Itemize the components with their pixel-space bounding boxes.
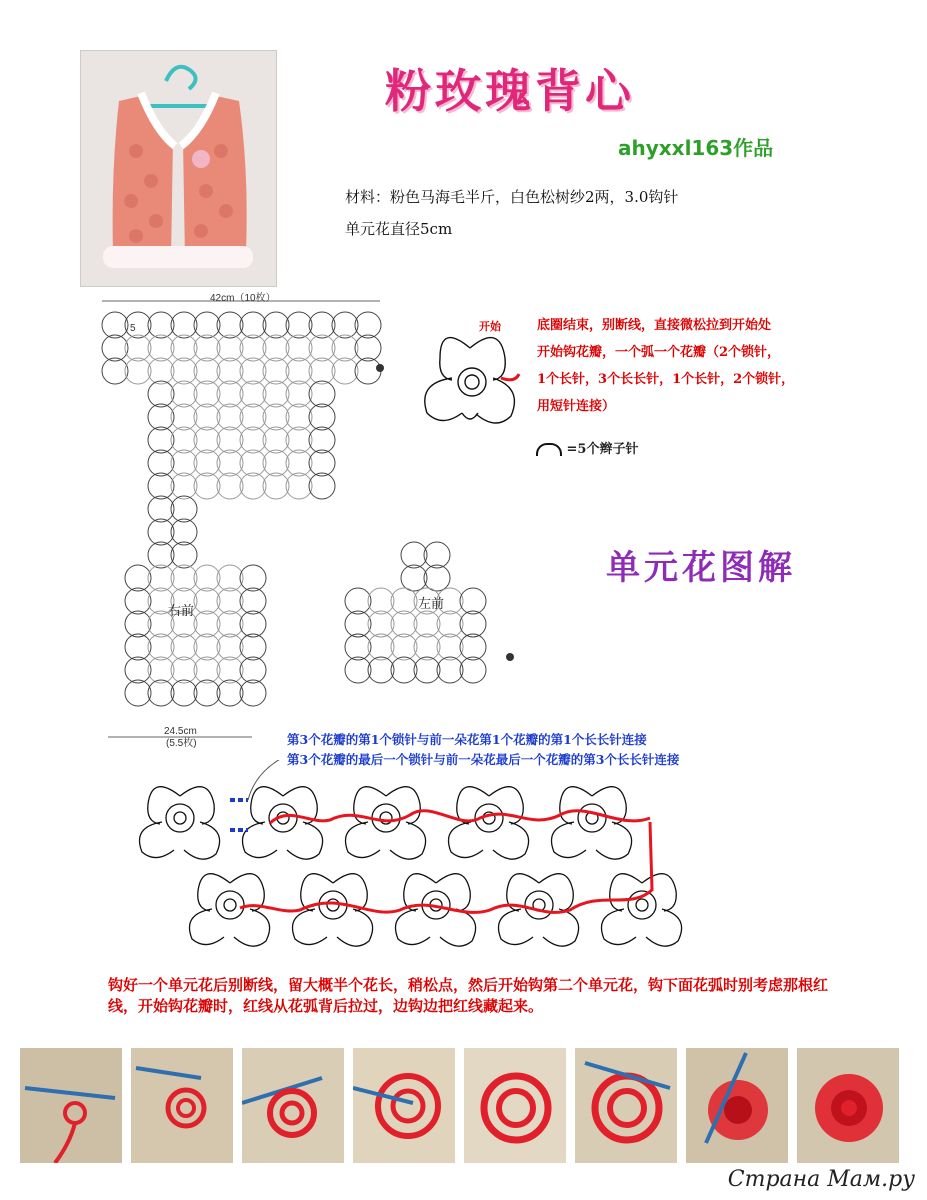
motif-circle [194, 312, 220, 338]
unit-diameter-text: 单元花直径5cm [345, 220, 453, 238]
author-credit: ahyxxl163作品 [618, 136, 774, 160]
motif-circle [217, 657, 243, 683]
step-photo-7 [686, 1048, 788, 1163]
motif-circle [240, 657, 266, 683]
motif-circle [263, 450, 289, 476]
motif-circle [286, 312, 312, 338]
motif-circle [345, 611, 371, 637]
motif-circle [194, 427, 220, 453]
motif-circle [240, 335, 266, 361]
motif-circle [414, 657, 440, 683]
motif-circle [148, 634, 174, 660]
step-photo-1 [20, 1048, 122, 1163]
motif-circle [286, 335, 312, 361]
motif-circle [309, 404, 335, 430]
motif-circle [194, 611, 220, 637]
motif-circle [125, 611, 151, 637]
motif-circle [194, 588, 220, 614]
motif-circle [263, 404, 289, 430]
motif-circle [460, 588, 486, 614]
motif-circle [355, 358, 381, 384]
bottom-instructions: 钩好一个单元花后别断线，留大概半个花长，稍松点，然后开始钩第二个单元花，钩下面花弧时别考虑那根红线，开始钩花瓣时，红线从花弧背后拉过，边钩边把红线藏起来。 [108, 976, 829, 1015]
motif-circle [125, 565, 151, 591]
motif-circle [194, 381, 220, 407]
motif-circle [240, 611, 266, 637]
motif-circle [217, 381, 243, 407]
flower-motif [293, 874, 373, 946]
flower-motif [602, 874, 682, 946]
side-mark-label: 5 [130, 323, 136, 334]
step-photo-3 [242, 1048, 344, 1163]
flower-center [174, 812, 186, 824]
motif-circle [171, 404, 197, 430]
right-front-label: 右前 [168, 604, 195, 619]
motif-circle [148, 496, 174, 522]
motif-circle [194, 680, 220, 706]
materials-text: 材料：粉色马海毛半斤，白色松树纱2两，3.0钩针 [345, 188, 679, 206]
flower-ring [166, 804, 194, 832]
vest-photo [80, 50, 277, 287]
joining-note: 第3个花瓣的第1个锁针与前一朵花第1个花瓣的第1个长长针连接 [287, 732, 647, 747]
motif-circle [391, 611, 417, 637]
motif-circle [148, 427, 174, 453]
flower-ring [216, 891, 244, 919]
motif-circle [309, 381, 335, 407]
motif-circle [391, 634, 417, 660]
motif-circle [424, 542, 450, 568]
bottom-width-label: 24.5cm [164, 726, 197, 737]
chain-legend [536, 438, 638, 457]
motif-circle [148, 404, 174, 430]
motif-circle [401, 565, 427, 591]
flower-center [327, 899, 339, 911]
motif-circle [217, 335, 243, 361]
motif-circle [240, 588, 266, 614]
flower-ring [269, 804, 297, 832]
motif-circle [309, 358, 335, 384]
motif-circle [309, 427, 335, 453]
motif-circle [286, 427, 312, 453]
instruction-line: 用短针连接） [537, 399, 616, 414]
motif-circle [148, 680, 174, 706]
motif-circle [368, 588, 394, 614]
motif-circle [148, 473, 174, 499]
motif-circle [217, 404, 243, 430]
motif-circle [424, 565, 450, 591]
motif-circle [194, 565, 220, 591]
motif-instructions [537, 312, 794, 420]
left-front-label: 左前 [418, 597, 445, 612]
motif-circle [240, 680, 266, 706]
step-photo-6 [575, 1048, 677, 1163]
step-photo-8 [797, 1048, 899, 1163]
motif-circle [263, 358, 289, 384]
page-title: 粉玫瑰背心 [385, 64, 635, 118]
motif-circle [437, 634, 463, 660]
motif-circle [391, 657, 417, 683]
motif-circle [171, 473, 197, 499]
flower-motif [552, 787, 632, 859]
motif-circle [171, 680, 197, 706]
motif-circle [368, 611, 394, 637]
motif-circle [332, 358, 358, 384]
motif-circle [368, 657, 394, 683]
motif-circle [240, 450, 266, 476]
flower-center [636, 899, 648, 911]
motif-circle [171, 519, 197, 545]
motif-circle [148, 542, 174, 568]
motif-circle [368, 634, 394, 660]
motif-circle [263, 312, 289, 338]
flower-motif [396, 874, 476, 946]
motif-circle [125, 358, 151, 384]
step-photo-5 [464, 1048, 566, 1163]
step-photo-4 [353, 1048, 455, 1163]
motif-circle [171, 565, 197, 591]
motif-circle [391, 588, 417, 614]
motif-circle [286, 404, 312, 430]
motif-section-title: 单元花图解 [606, 548, 796, 588]
motif-circle [309, 450, 335, 476]
motif-circle [437, 611, 463, 637]
flower-motif [190, 874, 270, 946]
flower-motif [243, 787, 323, 859]
motif-circle [171, 542, 197, 568]
motif-circle [194, 358, 220, 384]
motif-circle [263, 335, 289, 361]
motif-circle [102, 335, 128, 361]
motif-circle [217, 565, 243, 591]
motif-circle [125, 680, 151, 706]
motif-circle [240, 565, 266, 591]
motif-circle [217, 427, 243, 453]
flower-motif [346, 787, 426, 859]
motif-circle [332, 335, 358, 361]
watermark: Страна Мам.ру [727, 1167, 915, 1192]
motif-circle [345, 588, 371, 614]
instruction-line: 1个长针，3个长长针，1个长针，2个锁针， [537, 372, 795, 387]
motif-circle [102, 358, 128, 384]
motif-circle [171, 312, 197, 338]
motif-circle [194, 657, 220, 683]
motif-circle [460, 657, 486, 683]
motif-circle [240, 427, 266, 453]
motif-circle [125, 588, 151, 614]
chain-arc-icon [536, 443, 562, 456]
motif-circle [125, 335, 151, 361]
motif-circle [148, 565, 174, 591]
motif-circle [437, 657, 463, 683]
motif-circle [240, 634, 266, 660]
motif-circle [240, 404, 266, 430]
motif-circle [345, 634, 371, 660]
motif-circle [148, 657, 174, 683]
motif-circle [217, 312, 243, 338]
motif-circle [217, 588, 243, 614]
flower-ring [578, 804, 606, 832]
motif-circle [148, 335, 174, 361]
motif-circle [171, 427, 197, 453]
motif-circle [286, 450, 312, 476]
motif-circle [148, 519, 174, 545]
motif-circle [309, 312, 335, 338]
motif-circle [171, 381, 197, 407]
motif-circle [286, 358, 312, 384]
motif-circle [217, 450, 243, 476]
motif-circle [309, 335, 335, 361]
motif-circle [125, 657, 151, 683]
joined-motifs-diagram [130, 760, 720, 970]
legend-text: =5个辫子针 [566, 442, 639, 457]
motif-circle [401, 542, 427, 568]
motif-circle [286, 473, 312, 499]
flower-center [224, 899, 236, 911]
motif-circle [194, 404, 220, 430]
step-photo-2 [131, 1048, 233, 1163]
motif-circle [263, 473, 289, 499]
motif-circle [148, 381, 174, 407]
motif-circle [355, 312, 381, 338]
motif-circle [355, 335, 381, 361]
motif-circle [148, 312, 174, 338]
motif-circle [171, 450, 197, 476]
flower-motif [449, 787, 529, 859]
motif-circle [171, 657, 197, 683]
motif-circle [460, 611, 486, 637]
motif-circle [125, 634, 151, 660]
flower-ring [525, 891, 553, 919]
start-label: 开始 [479, 320, 501, 333]
motif-circle [194, 450, 220, 476]
flower-motif [140, 787, 220, 859]
bottom-count-label: (5.5枚) [166, 738, 197, 749]
motif-circle [217, 680, 243, 706]
motif-circle [217, 473, 243, 499]
motif-circle [414, 611, 440, 637]
motif-circle [217, 611, 243, 637]
instruction-line: 开始钩花瓣，一个弧一个花瓣（2个锁针， [537, 345, 781, 360]
motif-circle [240, 381, 266, 407]
motif-circle [102, 312, 128, 338]
motif-circle [217, 358, 243, 384]
motif-circle [194, 634, 220, 660]
motif-circle [194, 335, 220, 361]
motif-circle [148, 450, 174, 476]
motif-circle [194, 473, 220, 499]
step-photos [20, 1048, 905, 1163]
motif-circle [171, 335, 197, 361]
motif-circle [414, 634, 440, 660]
top-width-label: 42cm（10枚） [210, 293, 276, 304]
motif-circle [240, 473, 266, 499]
motif-circle [171, 496, 197, 522]
motif-circle [217, 634, 243, 660]
motif-circle [460, 634, 486, 660]
motif-circle [263, 381, 289, 407]
motif-circle [332, 312, 358, 338]
motif-circle [309, 473, 335, 499]
motif-circle [345, 657, 371, 683]
motif-circle [125, 312, 151, 338]
motif-circle [148, 358, 174, 384]
unit-motif-diagram [415, 318, 525, 438]
motif-circle [171, 634, 197, 660]
motif-circle [171, 358, 197, 384]
joining-note: 第3个花瓣的最后一个锁针与前一朵花最后一个花瓣的第3个长长针连接 [287, 752, 680, 767]
motif-circle [286, 381, 312, 407]
motif-circle [240, 358, 266, 384]
motif-circle [263, 427, 289, 453]
instruction-line: 底圈结束，别断线，直接微松拉到开始处 [537, 318, 772, 333]
motif-circle [240, 312, 266, 338]
